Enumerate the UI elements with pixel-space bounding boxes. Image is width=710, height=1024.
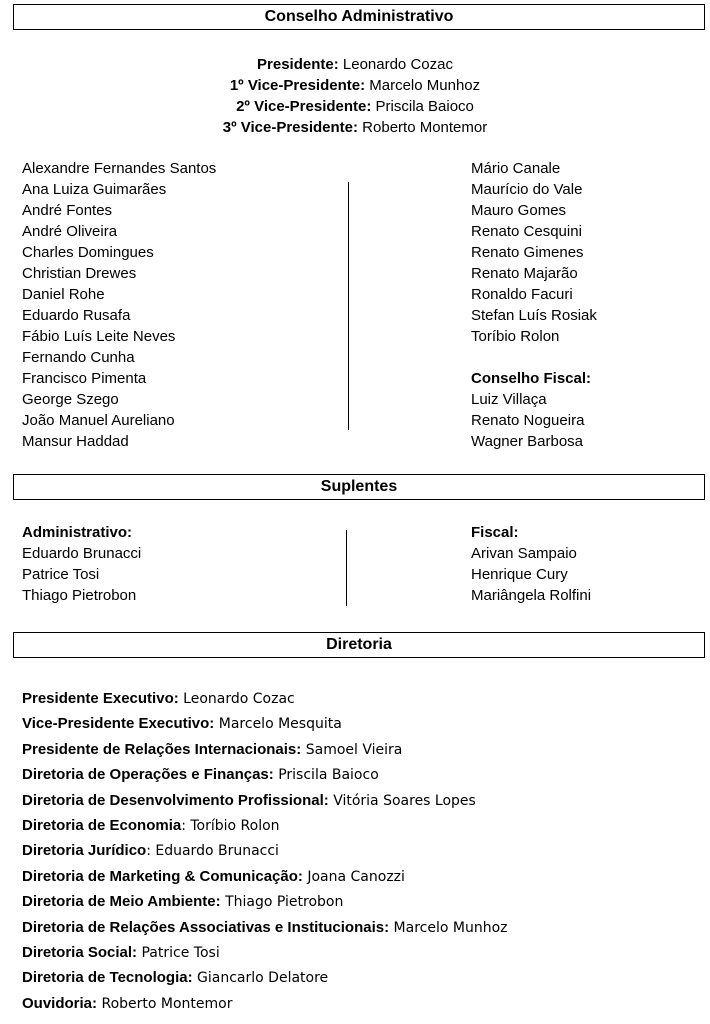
diretoria-name: Giancarlo Delatore bbox=[192, 970, 329, 987]
spacer bbox=[471, 347, 597, 368]
diretoria-row bbox=[22, 915, 507, 940]
diretoria-role: Diretoria de Tecnologia: bbox=[22, 969, 193, 987]
list-item: George Szego bbox=[22, 391, 119, 408]
diretoria-role: Presidente Executivo: bbox=[22, 690, 179, 707]
list-item: Thiago Pietrobon bbox=[22, 587, 137, 604]
list-item: Toríbio Rolon bbox=[471, 328, 560, 345]
diretoria-role: Vice-Presidente Executivo: bbox=[22, 715, 215, 733]
diretoria-name: : Toríbio Rolon bbox=[181, 818, 280, 835]
diretoria-row bbox=[22, 788, 507, 813]
officer-name: Marcelo Munhoz bbox=[365, 77, 481, 94]
diretoria-name: : Eduardo Brunacci bbox=[146, 843, 279, 860]
diretoria-row bbox=[22, 991, 507, 1016]
conselho-left-list bbox=[22, 158, 216, 452]
list-item: Ronaldo Facuri bbox=[471, 286, 573, 303]
list-item: Henrique Cury bbox=[471, 566, 568, 583]
officer-role: Presidente: bbox=[257, 56, 339, 73]
list-item: Mário Canale bbox=[471, 160, 561, 177]
diretoria-name: Marcelo Mesquita bbox=[214, 716, 342, 733]
list-item: André Oliveira bbox=[22, 223, 118, 240]
suplentes-admin-heading: Administrativo: bbox=[22, 524, 133, 541]
diretoria-role: Diretoria Jurídico bbox=[22, 842, 147, 860]
list-item: Alexandre Fernandes Santos bbox=[22, 160, 217, 177]
list-item: Patrice Tosi bbox=[22, 566, 100, 583]
column-divider bbox=[346, 530, 347, 606]
diretoria-role: Presidente de Relações Internacionais: bbox=[22, 740, 302, 758]
suplentes-fiscal-heading: Fiscal: bbox=[471, 524, 519, 541]
list-item: Mauro Gomes bbox=[471, 202, 567, 219]
list-item: Francisco Pimenta bbox=[22, 370, 147, 387]
diretoria-role: Diretoria Social: bbox=[22, 944, 138, 962]
diretoria-role: Diretoria de Relações Associativas e Institucionais: bbox=[22, 918, 390, 936]
officer-name: Priscila Baioco bbox=[371, 98, 474, 115]
diretoria-row bbox=[22, 838, 507, 863]
column-divider bbox=[348, 182, 349, 430]
suplentes-title: Suplentes bbox=[320, 478, 398, 495]
diretoria-row bbox=[22, 940, 507, 965]
list-item: Eduardo Brunacci bbox=[22, 545, 142, 562]
list-item: Stefan Luís Rosiak bbox=[471, 307, 597, 324]
diretoria-list bbox=[22, 686, 507, 1016]
suplentes-fiscal-list bbox=[471, 522, 591, 606]
conselho-header bbox=[13, 4, 705, 30]
diretoria-name: Patrice Tosi bbox=[137, 945, 220, 962]
list-item: Renato Gimenes bbox=[471, 244, 584, 261]
list-item: André Fontes bbox=[22, 202, 113, 219]
diretoria-row bbox=[22, 686, 507, 711]
diretoria-name: Leonardo Cozac bbox=[178, 691, 295, 707]
list-item: Renato Nogueira bbox=[471, 412, 585, 429]
diretoria-row bbox=[22, 762, 507, 787]
diretoria-role: Diretoria de Economia bbox=[22, 817, 182, 835]
conselho-right-list bbox=[471, 158, 597, 452]
diretoria-name: Priscila Baioco bbox=[273, 767, 379, 784]
diretoria-name: Thiago Pietrobon bbox=[220, 894, 344, 911]
list-item: Daniel Rohe bbox=[22, 286, 105, 303]
suplentes-admin-list bbox=[22, 522, 141, 606]
diretoria-title: Diretoria bbox=[326, 636, 392, 653]
diretoria-role: Diretoria de Desenvolvimento Profissional: bbox=[22, 791, 329, 809]
list-item: Arivan Sampaio bbox=[471, 545, 577, 562]
diretoria-name: Vitória Soares Lopes bbox=[328, 792, 476, 809]
officer-name: Roberto Montemor bbox=[358, 119, 488, 136]
diretoria-row bbox=[22, 864, 507, 889]
diretoria-row bbox=[22, 889, 507, 914]
list-item: Mansur Haddad bbox=[22, 433, 129, 450]
list-item: Luiz Villaça bbox=[471, 391, 547, 408]
diretoria-name: Joana Canozzi bbox=[302, 868, 405, 885]
diretoria-role: Diretoria de Operações e Finanças: bbox=[22, 766, 274, 784]
diretoria-role: Diretoria de Meio Ambiente: bbox=[22, 893, 221, 911]
diretoria-name: Samoel Vieira bbox=[301, 741, 403, 758]
diretoria-header bbox=[13, 632, 705, 658]
list-item: Mariângela Rolfini bbox=[471, 587, 592, 604]
officer-name: Leonardo Cozac bbox=[338, 56, 453, 73]
officer-row bbox=[0, 54, 710, 75]
list-item: João Manuel Aureliano bbox=[22, 412, 175, 429]
list-item: Eduardo Rusafa bbox=[22, 307, 131, 324]
officer-row bbox=[0, 117, 710, 138]
diretoria-name: Roberto Montemor bbox=[97, 995, 233, 1012]
list-item: Maurício do Vale bbox=[471, 181, 583, 198]
diretoria-row bbox=[22, 737, 507, 762]
diretoria-role: Diretoria de Marketing & Comunicação: bbox=[22, 867, 303, 885]
diretoria-row bbox=[22, 711, 507, 736]
officer-row bbox=[0, 96, 710, 117]
list-item: Wagner Barbosa bbox=[471, 433, 584, 450]
conselho-title: Conselho Administrativo bbox=[264, 8, 454, 25]
list-item: Christian Drewes bbox=[22, 265, 137, 282]
diretoria-name: Marcelo Munhoz bbox=[389, 919, 508, 936]
officer-row bbox=[0, 75, 710, 96]
diretoria-row bbox=[22, 965, 507, 990]
list-item: Ana Luiza Guimarães bbox=[22, 181, 167, 198]
list-item: Fábio Luís Leite Neves bbox=[22, 328, 176, 345]
list-item: Fernando Cunha bbox=[22, 349, 135, 366]
officer-role: 3º Vice-Presidente: bbox=[222, 119, 359, 136]
list-item: Renato Majarão bbox=[471, 265, 578, 282]
list-item: Renato Cesquini bbox=[471, 223, 582, 240]
officer-role: 2º Vice-Presidente: bbox=[236, 98, 372, 115]
diretoria-role: Ouvidoria: bbox=[22, 994, 98, 1012]
suplentes-header bbox=[13, 474, 705, 500]
diretoria-row bbox=[22, 813, 507, 838]
officer-role: 1º Vice-Presidente: bbox=[229, 77, 366, 94]
conselho-officers bbox=[0, 54, 710, 138]
conselho-fiscal-heading: Conselho Fiscal: bbox=[471, 370, 592, 387]
list-item: Charles Domingues bbox=[22, 244, 154, 261]
